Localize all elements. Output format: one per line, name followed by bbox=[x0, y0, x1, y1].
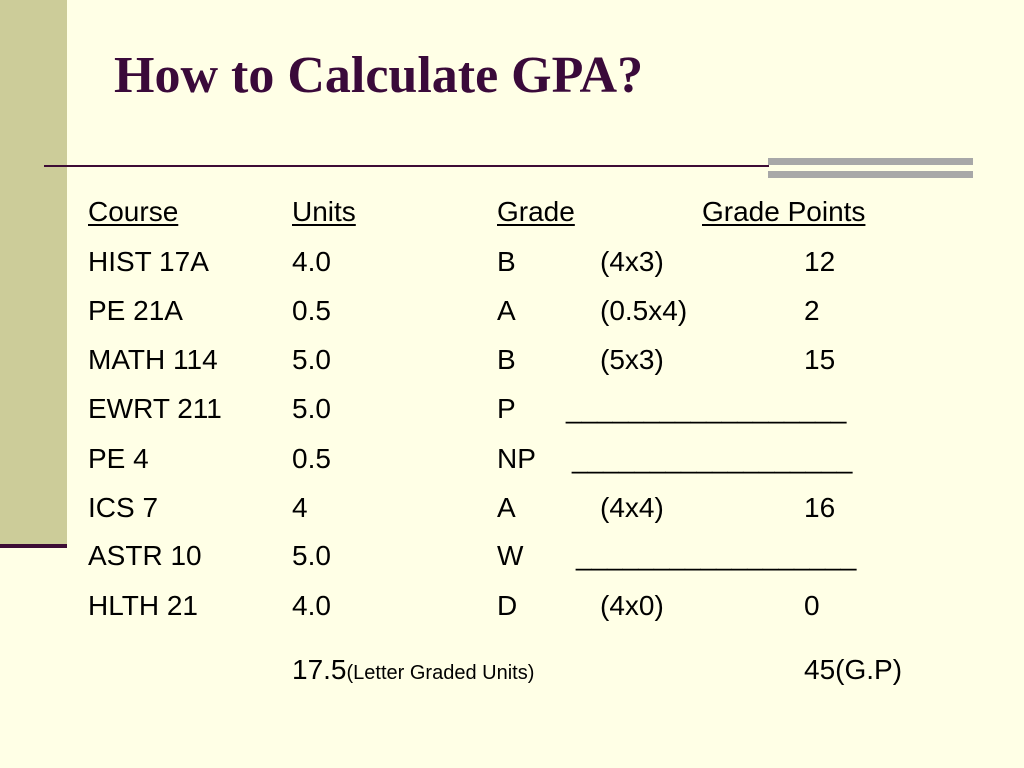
row-3-blank: __________________ bbox=[566, 393, 847, 424]
row-0-units: 4.0 bbox=[292, 246, 331, 277]
row-0-points: 12 bbox=[804, 246, 836, 277]
row-5-units: 4 bbox=[292, 492, 308, 523]
row-4-units: 0.5 bbox=[292, 443, 331, 474]
row-1-grade: A bbox=[497, 295, 516, 326]
total-units bbox=[292, 654, 534, 689]
header-units: Units bbox=[292, 196, 356, 227]
row-3-units: 5.0 bbox=[292, 393, 331, 424]
slide-title: How to Calculate GPA? bbox=[114, 47, 644, 104]
row-0-grade: B bbox=[497, 246, 516, 277]
row-4-blank: __________________ bbox=[572, 443, 853, 474]
row-6-grade: W bbox=[497, 540, 524, 571]
row-3-course: EWRT 211 bbox=[88, 393, 222, 424]
row-1-points: 2 bbox=[804, 295, 820, 326]
row-1-calc: (0.5x4) bbox=[600, 295, 688, 326]
row-5-calc: (4x4) bbox=[600, 492, 664, 523]
left-accent-tick bbox=[0, 544, 67, 548]
row-2-grade: B bbox=[497, 344, 516, 375]
row-5-course: ICS 7 bbox=[88, 492, 159, 523]
row-7-calc: (4x0) bbox=[600, 590, 664, 621]
row-3-grade: P bbox=[497, 393, 516, 424]
header-course: Course bbox=[88, 196, 179, 227]
row-2-points: 15 bbox=[804, 344, 836, 375]
row-0-course: HIST 17A bbox=[88, 246, 209, 277]
row-7-course: HLTH 21 bbox=[88, 590, 198, 621]
divider-accent-block bbox=[768, 158, 973, 178]
row-6-course: ASTR 10 bbox=[88, 540, 202, 571]
total-points-note: (G.P) bbox=[835, 654, 903, 685]
header-grade-points: Grade Points bbox=[702, 196, 866, 227]
row-7-points: 0 bbox=[804, 590, 820, 621]
total-points bbox=[804, 654, 902, 686]
row-7-grade: D bbox=[497, 590, 518, 621]
title-divider bbox=[44, 165, 769, 167]
row-2-course: MATH 114 bbox=[88, 344, 218, 375]
left-accent-bar bbox=[0, 0, 67, 546]
header-grade: Grade bbox=[497, 196, 575, 227]
row-5-points: 16 bbox=[804, 492, 836, 523]
row-7-units: 4.0 bbox=[292, 590, 331, 621]
row-2-units: 5.0 bbox=[292, 344, 331, 375]
row-2-calc: (5x3) bbox=[600, 344, 664, 375]
row-6-blank: __________________ bbox=[576, 540, 857, 571]
row-1-units: 0.5 bbox=[292, 295, 331, 326]
row-6-units: 5.0 bbox=[292, 540, 331, 571]
row-4-course: PE 4 bbox=[88, 443, 149, 474]
row-5-grade: A bbox=[497, 492, 516, 523]
row-1-course: PE 21A bbox=[88, 295, 183, 326]
total-units-value: 17.5 bbox=[292, 654, 347, 685]
total-points-value: 45 bbox=[804, 654, 836, 685]
row-4-grade: NP bbox=[497, 443, 536, 474]
row-0-calc: (4x3) bbox=[600, 246, 664, 277]
total-units-note: (Letter Graded Units) bbox=[346, 662, 535, 684]
